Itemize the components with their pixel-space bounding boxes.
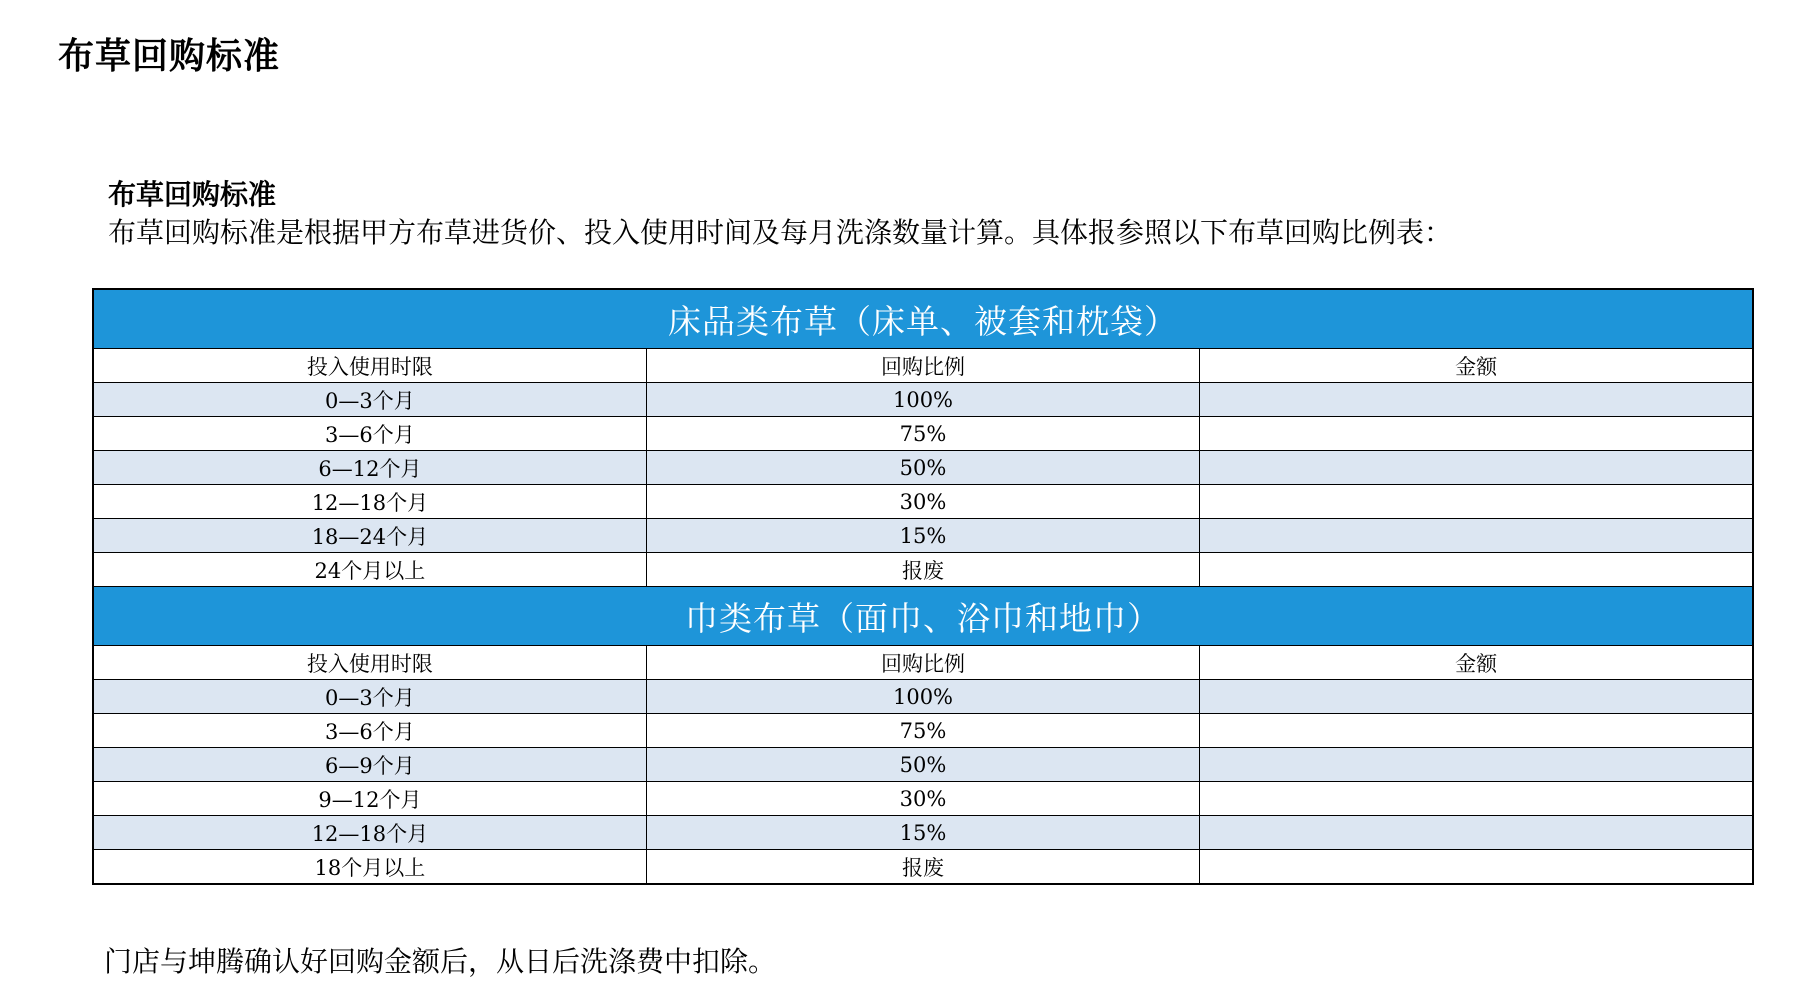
cell-ratio: 100% — [646, 680, 1199, 714]
cell-period: 6—12个月 — [93, 451, 646, 485]
cell-period: 9—12个月 — [93, 782, 646, 816]
cell-amount — [1200, 417, 1753, 451]
table-row — [93, 485, 1753, 519]
cell-ratio: 50% — [646, 451, 1199, 485]
cell-ratio: 75% — [646, 417, 1199, 451]
cell-amount — [1200, 553, 1753, 587]
cell-period: 3—6个月 — [93, 714, 646, 748]
cell-period: 18—24个月 — [93, 519, 646, 553]
cell-ratio: 30% — [646, 485, 1199, 519]
table-row — [93, 451, 1753, 485]
cell-period: 24个月以上 — [93, 553, 646, 587]
cell-amount — [1200, 519, 1753, 553]
cell-period: 6—9个月 — [93, 748, 646, 782]
cell-ratio: 75% — [646, 714, 1199, 748]
cell-period: 0—3个月 — [93, 383, 646, 417]
section-title: 巾类布草（面巾、浴巾和地巾） — [93, 587, 1753, 646]
column-header-amount: 金额 — [1200, 349, 1753, 383]
table-row — [93, 748, 1753, 782]
table-row — [93, 680, 1753, 714]
column-header-period: 投入使用时限 — [93, 646, 646, 680]
cell-ratio: 报废 — [646, 850, 1199, 885]
table-row — [93, 383, 1753, 417]
cell-ratio: 15% — [646, 519, 1199, 553]
table-row — [93, 850, 1753, 885]
column-header-ratio: 回购比例 — [646, 349, 1199, 383]
column-header-ratio: 回购比例 — [646, 646, 1199, 680]
cell-ratio: 50% — [646, 748, 1199, 782]
cell-period: 0—3个月 — [93, 680, 646, 714]
cell-amount — [1200, 850, 1753, 885]
table-row — [93, 714, 1753, 748]
cell-period: 12—18个月 — [93, 816, 646, 850]
column-header-row — [93, 349, 1753, 383]
cell-amount — [1200, 782, 1753, 816]
cell-period: 3—6个月 — [93, 417, 646, 451]
section-header-towels — [93, 587, 1753, 646]
cell-ratio: 30% — [646, 782, 1199, 816]
cell-ratio: 15% — [646, 816, 1199, 850]
intro-block — [108, 176, 1452, 252]
table-row — [93, 519, 1753, 553]
table-row — [93, 816, 1753, 850]
cell-ratio: 报废 — [646, 553, 1199, 587]
table-row — [93, 782, 1753, 816]
table-row — [93, 553, 1753, 587]
page-title: 布草回购标准 — [58, 36, 281, 77]
section-title: 床品类布草（床单、被套和枕袋） — [93, 289, 1753, 349]
table-row — [93, 417, 1753, 451]
column-header-amount: 金额 — [1200, 646, 1753, 680]
cell-amount — [1200, 383, 1753, 417]
footer-note: 门店与坤腾确认好回购金额后，从日后洗涤费中扣除。 — [104, 945, 777, 978]
cell-amount — [1200, 748, 1753, 782]
cell-amount — [1200, 816, 1753, 850]
cell-amount — [1200, 680, 1753, 714]
column-header-period: 投入使用时限 — [93, 349, 646, 383]
cell-period: 18个月以上 — [93, 850, 646, 885]
intro-description: 布草回购标准是根据甲方布草进货价、投入使用时间及每月洗涤数量计算。具体报参照以下布草回购比例表： — [108, 216, 1453, 249]
buyback-table — [92, 288, 1754, 885]
cell-period: 12—18个月 — [93, 485, 646, 519]
column-header-row — [93, 646, 1753, 680]
cell-amount — [1200, 485, 1753, 519]
intro-heading: 布草回购标准 — [108, 178, 277, 211]
cell-ratio: 100% — [646, 383, 1199, 417]
cell-amount — [1200, 714, 1753, 748]
section-header-bedding — [93, 289, 1753, 349]
cell-amount — [1200, 451, 1753, 485]
